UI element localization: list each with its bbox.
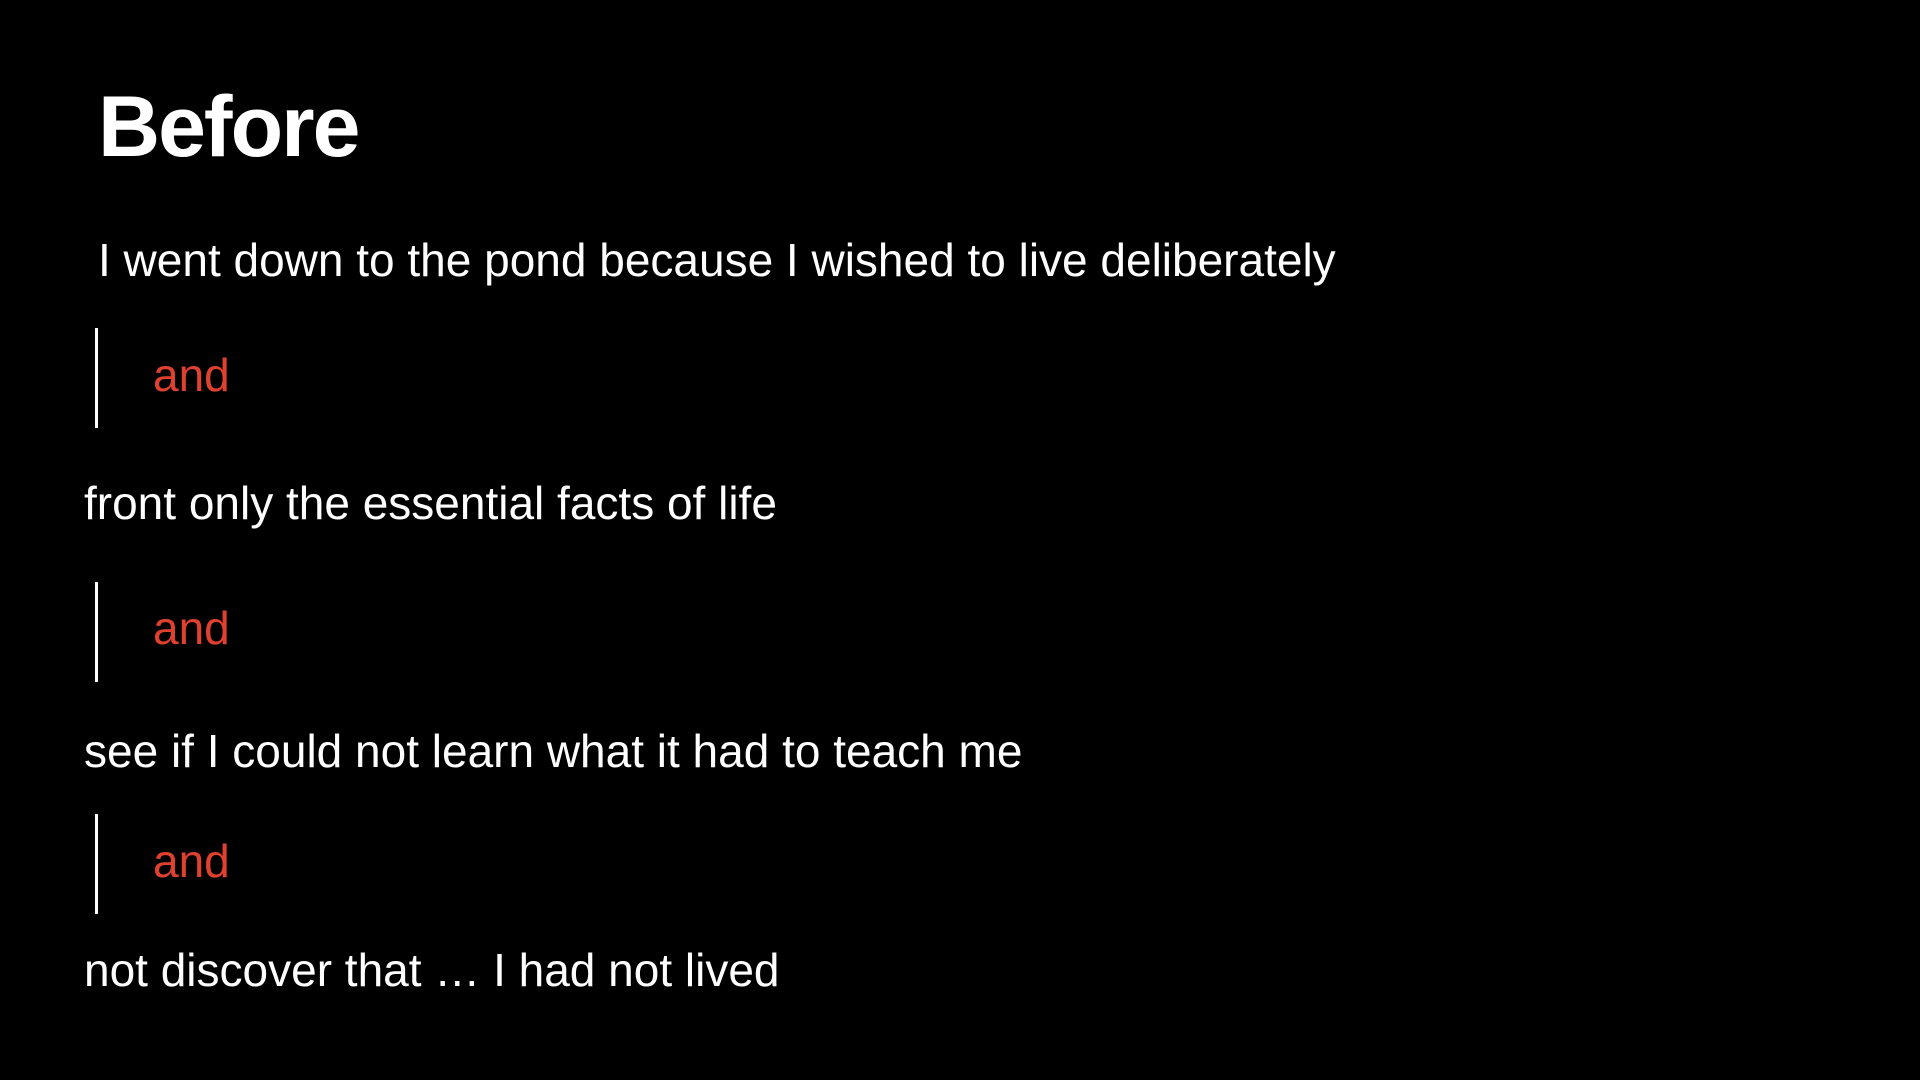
connector-bar-2 (95, 582, 98, 682)
slide-title: Before (98, 79, 359, 175)
connector-bar-3 (95, 814, 98, 914)
connector-bar-1 (95, 328, 98, 428)
text-line-1: I went down to the pond because I wished to live deliberately (98, 234, 1336, 286)
text-line-3: see if I could not learn what it had to teach me (84, 725, 1023, 777)
connector-label-2: and (153, 602, 230, 654)
connector-label-3: and (153, 835, 230, 887)
connector-label-1: and (153, 349, 230, 401)
text-line-2: front only the essential facts of life (84, 477, 777, 529)
text-line-4: not discover that … I had not lived (84, 944, 780, 996)
